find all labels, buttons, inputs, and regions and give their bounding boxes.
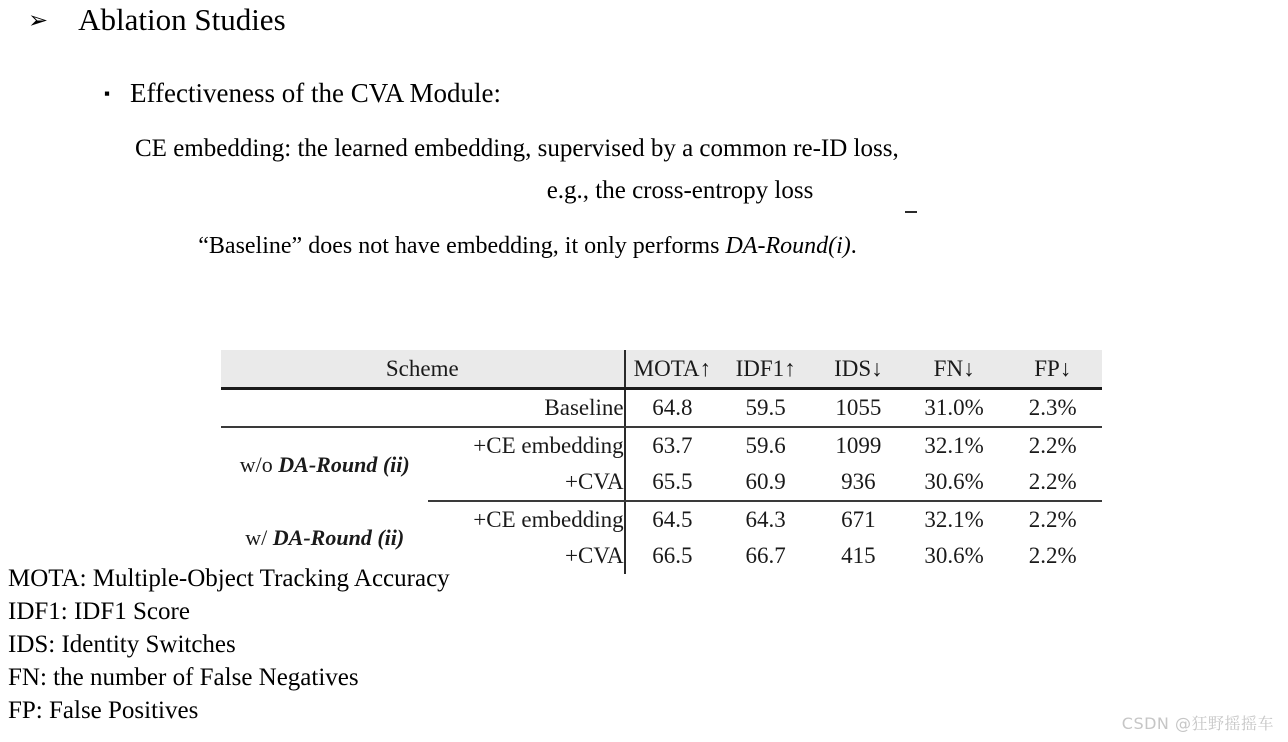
cell-fn: 31.0% [905, 389, 1004, 428]
cell-fp: 2.2% [1028, 543, 1077, 568]
table-row [221, 389, 1102, 428]
legend-item-idf1: IDF1: IDF1 Score [8, 598, 190, 625]
column-header-scheme: Scheme [221, 350, 625, 389]
legend-item-fn: FN: the number of False Negatives [8, 664, 359, 691]
stray-dash-artifact [905, 211, 917, 213]
baseline-note-suffix: . [850, 233, 857, 259]
cell-fn: 30.6% [924, 543, 984, 568]
cell-fp: 2.2% [1004, 464, 1102, 501]
legend-item-fp: FP: False Positives [8, 697, 199, 724]
cell-fn: 30.6% [905, 464, 1004, 501]
cell-ids: 936 [812, 464, 905, 501]
cell-ids: 1055 [812, 389, 905, 428]
column-header-idf1: IDF1↑ [719, 350, 812, 389]
row-group-label [221, 389, 428, 428]
cell-idf1: 64.3 [745, 507, 786, 532]
cell-mota: 66.5 [652, 543, 693, 568]
cell-ids: 415 [841, 543, 876, 568]
square-bullet-icon: ▪ [104, 84, 111, 103]
cell-idf1: 66.7 [745, 543, 786, 568]
table-row [221, 501, 1102, 538]
row-scheme: +CVA [428, 538, 624, 574]
cell-ids: 671 [841, 507, 876, 532]
csdn-watermark: CSDN @狂野摇摇车 [1121, 714, 1274, 733]
table-header-row [221, 350, 1102, 389]
row-scheme: +CE embedding [428, 501, 624, 538]
cell-fp: 2.2% [1028, 433, 1077, 458]
row-scheme: +CE embedding [428, 427, 624, 464]
cell-idf1: 60.9 [719, 464, 812, 501]
arrow-bullet-icon: ➢ [28, 8, 49, 34]
row-group-label-without [221, 427, 428, 501]
cell-fp: 2.3% [1004, 389, 1102, 428]
ce-embedding-paragraph [110, 128, 1250, 212]
table-row [221, 427, 1102, 464]
baseline-note-paragraph [0, 228, 1055, 264]
group-label-emphasis: DA-Round (ii) [278, 451, 410, 477]
ce-embedding-line-2: e.g., the cross-entropy loss [546, 177, 814, 204]
abbreviation-legend [8, 562, 450, 727]
group-label-emphasis: DA-Round (ii) [272, 524, 405, 550]
column-header-mota: MOTA↑ [625, 350, 720, 389]
column-header-fn: FN↓ [905, 350, 1004, 389]
row-scheme: +CVA [428, 464, 624, 501]
group-label-prefix: w/o [239, 451, 279, 477]
baseline-note-italic: DA-Round(i) [725, 233, 851, 259]
legend-item-ids: IDS: Identity Switches [8, 631, 236, 658]
group-label-prefix: w/ [245, 524, 273, 550]
ce-embedding-line-1: CE embedding: the learned embedding, supervised by a common re-ID loss, [135, 135, 899, 162]
slide-heading-level1 [28, 0, 286, 43]
cell-fn: 32.1% [924, 507, 984, 532]
cell-mota: 64.5 [652, 507, 693, 532]
cell-mota: 64.8 [625, 389, 720, 428]
cell-idf1: 59.6 [745, 433, 786, 458]
row-scheme: Baseline [428, 389, 624, 428]
cell-mota: 63.7 [652, 433, 693, 458]
ablation-results-table [221, 350, 1102, 574]
cell-mota: 65.5 [625, 464, 720, 501]
baseline-note-prefix: “Baseline” does not have embedding, it only performs [198, 233, 726, 259]
cell-idf1: 59.5 [719, 389, 812, 428]
results-table-container [221, 350, 1102, 574]
cell-fn: 32.1% [924, 433, 984, 458]
slide-heading-level2-text: Effectiveness of the CVA Module: [130, 78, 501, 108]
cell-fp: 2.2% [1028, 507, 1077, 532]
slide-heading-level2 [104, 74, 501, 116]
column-header-ids: IDS↓ [812, 350, 905, 389]
column-header-fp: FP↓ [1004, 350, 1102, 389]
legend-item-mota: MOTA: Multiple-Object Tracking Accuracy [8, 565, 450, 592]
slide-heading-level1-text: Ablation Studies [78, 2, 286, 37]
cell-ids: 1099 [835, 433, 882, 458]
